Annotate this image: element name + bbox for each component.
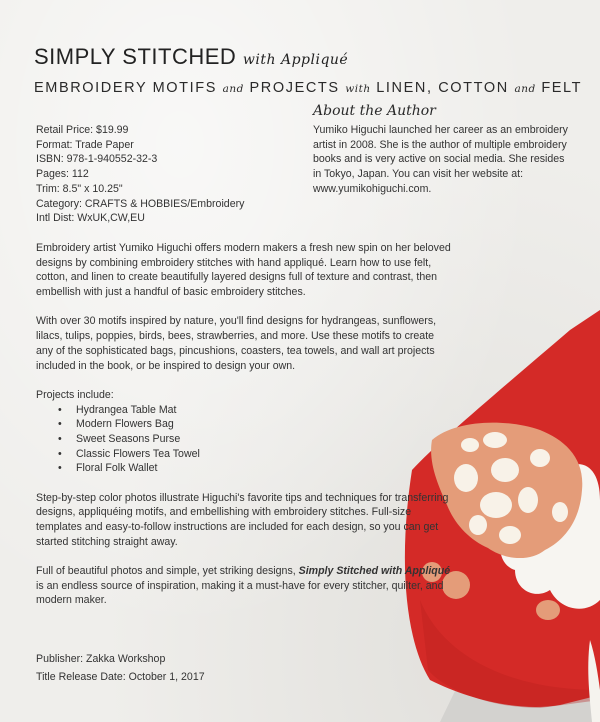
meta-price: Retail Price: $19.99 — [36, 124, 129, 136]
publisher: Publisher: Zakka Workshop — [36, 653, 166, 665]
author-bio: Yumiko Higuchi launched her career as an embroidery artist in 2008. She is the author of multiple embroidery books and is very active on social media. She resides in Tokyo, Japan. You can visit her website at: www.yumikohiguchi.com. — [313, 124, 568, 195]
list-item: • Modern Flowers Bag — [36, 417, 454, 432]
list-item: • Classic Flowers Tea Towel — [36, 447, 454, 462]
projects-list — [36, 403, 454, 477]
list-item: • Sweet Seasons Purse — [36, 432, 454, 447]
description-paragraph: Step-by-step color photos illustrate Higuchi's favorite tips and techniques for transferring designs, appliquéing motifs, and embellishing with embroidery stitches. Full-size templates and easy-to-follow instructions are included for each design, so you can get started stitching straight away. — [36, 491, 449, 548]
description-paragraph-closing: Full of beautiful photos and simple, yet striking designs, Simply Stitched with Appliqué is an endless source of inspiration, making it a must-have for every stitcher, quilter, and modern maker. — [36, 565, 451, 607]
author-heading: About the Author — [313, 103, 436, 119]
projects-intro: Projects include: — [36, 388, 114, 401]
release-date: Title Release Date: October 1, 2017 — [36, 671, 205, 683]
list-item: • Floral Folk Wallet — [36, 461, 454, 476]
meta-category: Category: CRAFTS & HOBBIES/Embroidery — [36, 197, 245, 210]
meta-intl-dist: Intl Dist: WxUK,CW,EU — [36, 212, 145, 225]
description-paragraph: With over 30 motifs inspired by nature, you'll find designs for hydrangeas, sunflowers, lilacs, tulips, poppies, birds, bees, strawberries, and more. Use these motifs to create any of the sophisticated bags, pincushions, coasters, tea towels, and wall art projects included in the book, or be inspired to design your own. — [36, 315, 437, 372]
meta-pages: Pages: 112 — [36, 168, 89, 181]
meta-format: Format: Trade Paper — [36, 138, 134, 151]
list-item: • Hydrangea Table Mat — [36, 403, 454, 418]
book-description — [36, 241, 454, 623]
book-title-inline: Simply Stitched with Appliqué — [298, 565, 451, 578]
book-title: SIMPLY STITCHED with Appliqué — [34, 44, 349, 69]
meta-trim: Trim: 8.5" x 10.25" — [36, 182, 123, 195]
meta-isbn: ISBN: 978-1-940552-32-3 — [36, 153, 158, 166]
book-subtitle: EMBROIDERY MOTIFS and PROJECTS with LINEN, COTTON and FELT — [34, 80, 583, 96]
description-paragraph: Embroidery artist Yumiko Higuchi offers modern makers a fresh new spin on her beloved designs by combining embroidery stitches with hand appliqué. Learn how to use felt, cotton, and linen to create beautifully layered designs full of texture and contrast, then embellish with just a handful of basic embroidery stitches. — [36, 242, 451, 299]
book-metadata — [36, 123, 244, 226]
publisher-info — [36, 650, 205, 686]
